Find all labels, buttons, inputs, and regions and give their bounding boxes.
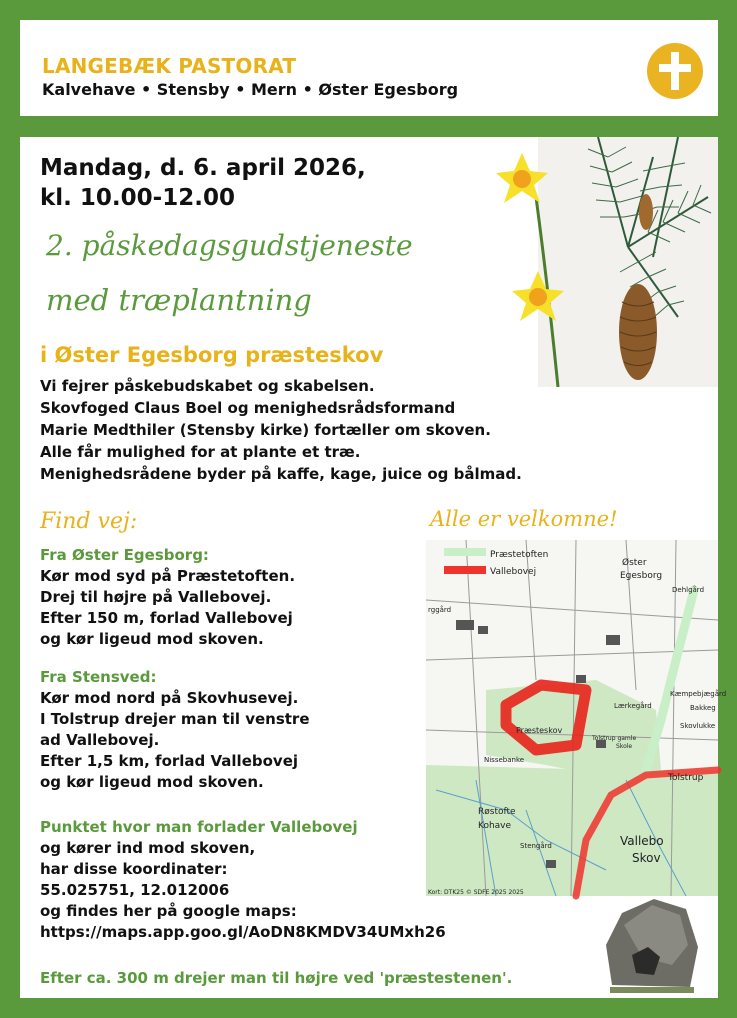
stone-photo	[602, 895, 700, 993]
directions-coordinates	[40, 817, 446, 943]
header	[20, 20, 718, 116]
event-description	[40, 375, 660, 485]
map-label: rggård	[428, 606, 452, 614]
directions-line: Efter 150 m, forlad Vallebovej	[40, 609, 293, 627]
map-credit: Kort: DTK25 © SDFE 2025 2025	[428, 889, 524, 896]
map-label: Præsteskov	[516, 726, 563, 735]
event-date: Mandag, d. 6. april 2026,	[40, 155, 366, 181]
map-label: Nissebanke	[484, 756, 525, 764]
legend-label: Præstetoften	[490, 550, 549, 560]
event-title-line-2: med træplantning	[46, 283, 312, 317]
description-line: Menighedsrådene byder på kaffe, kage, juice og bålmad.	[40, 465, 522, 483]
map-label: Lærkegård	[614, 702, 652, 710]
footer-note: Efter ca. 300 m drejer man til højre ved 'præstestenen'.	[40, 969, 513, 987]
map-label: Skov	[632, 851, 661, 865]
directions-line: og findes her på google maps:	[40, 902, 297, 920]
description-line: Skovfoged Claus Boel og menighedsrådsformand	[40, 399, 456, 417]
directions-line: og kører ind mod skoven,	[40, 839, 256, 857]
welcome-text: Alle er velkomne!	[430, 507, 618, 531]
event-time: kl. 10.00-12.00	[40, 185, 235, 211]
map-label: Bakkeg	[690, 704, 716, 712]
map-label: Vallebo	[620, 834, 664, 848]
directions-heading: Fra Stensved:	[40, 668, 157, 686]
directions-title: Find vej:	[40, 509, 138, 534]
directions-line: Drej til højre på Vallebovej.	[40, 588, 272, 606]
map-label: Dehlgård	[672, 586, 705, 594]
map-label: Stengård	[520, 842, 552, 850]
description-line: Marie Medthiler (Stensby kirke) fortæller om skoven.	[40, 421, 491, 439]
map-label: Tolstrup gamle	[592, 735, 637, 742]
directions-line: og kør ligeud mod skoven.	[40, 773, 264, 791]
event-title-line-1: 2. påskedagsgudstjeneste	[46, 229, 413, 262]
map-label: Kæmpebjægård	[670, 690, 727, 698]
parish-title: LANGEBÆK PASTORAT	[42, 54, 297, 78]
directions-heading: Fra Øster Egesborg:	[40, 546, 209, 564]
directions-line: I Tolstrup drejer man til venstre	[40, 710, 310, 728]
directions-from-stensved	[40, 667, 310, 793]
daffodil-pine-photo	[478, 137, 718, 387]
google-maps-link[interactable]: https://maps.app.goo.gl/AoDN8KMDV34UMxh26	[40, 923, 446, 941]
directions-from-egesborg	[40, 545, 295, 650]
directions-line: har disse koordinater:	[40, 860, 228, 878]
map-label: Røstofte	[478, 807, 516, 817]
directions-line: Efter 1,5 km, forlad Vallebovej	[40, 752, 299, 770]
description-line: Vi fejrer påskebudskabet og skabelsen.	[40, 377, 375, 395]
map-label: Kohave	[478, 821, 512, 831]
legend-label: Vallebovej	[490, 567, 537, 577]
parish-churches: Kalvehave • Stensby • Mern • Øster Egesborg	[42, 80, 459, 99]
map-label: Skovlukke	[680, 722, 716, 730]
map-label: Øster	[622, 558, 647, 568]
directions-line: Kør mod syd på Præstetoften.	[40, 567, 296, 585]
route-map	[426, 540, 727, 896]
main-panel	[20, 137, 727, 998]
map-label: Egesborg	[620, 571, 663, 581]
description-line: Alle får mulighed for at plante et træ.	[40, 443, 361, 461]
directions-line: Kør mod nord på Skovhusevej.	[40, 689, 299, 707]
cross-icon	[646, 42, 704, 100]
map-label: Tolstrup	[668, 773, 704, 783]
directions-heading: Punktet hvor man forlader Vallebovej	[40, 818, 358, 836]
event-location: i Øster Egesborg præsteskov	[40, 343, 384, 367]
map-label: Skole	[616, 743, 633, 750]
coordinates-value: 55.025751, 12.012006	[40, 881, 230, 899]
directions-line: og kør ligeud mod skoven.	[40, 630, 264, 648]
directions-line: ad Vallebovej.	[40, 731, 160, 749]
